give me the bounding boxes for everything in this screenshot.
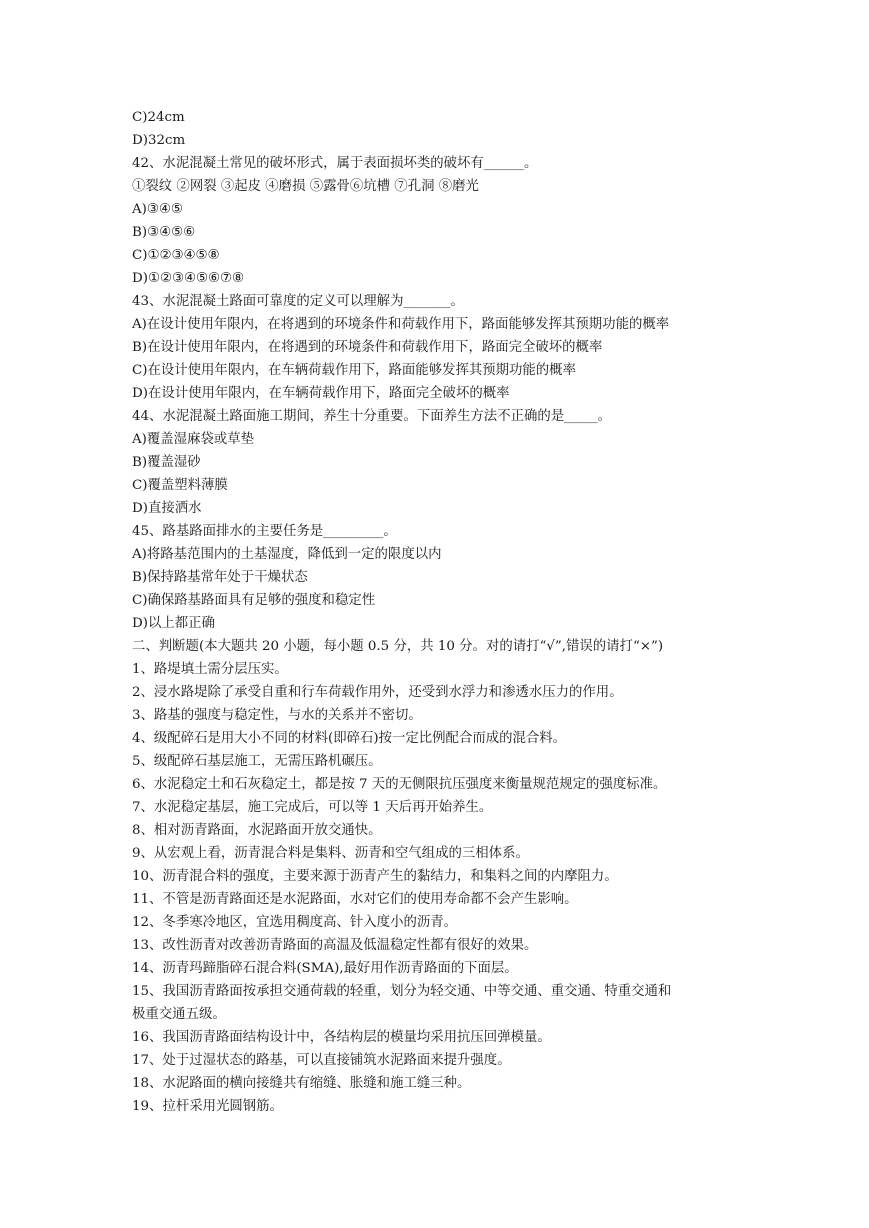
question-45-option-c: C)确保路基路面具有足够的强度和稳定性 [132,593,376,608]
tf-item-18: 18、水泥路面的横向接缝共有缩缝、胀缝和施工缝三种。 [132,1076,471,1091]
question-44-option-d: D)直接洒水 [132,501,202,516]
tf-item-4: 4、级配碎石是用大小不同的材料(即碎石)按一定比例配合而成的混合料。 [132,731,567,746]
tf-item-10: 10、沥青混合料的强度，主要来源于沥青产生的黏结力，和集料之间的内摩阻力。 [132,869,618,884]
question-42-items: ①裂纹 ②网裂 ③起皮 ④磨损 ⑤露骨⑥坑槽 ⑦孔洞 ⑧磨光 [132,179,479,194]
section-heading-true-false: 二、判断题(本大题共 20 小题，每小题 0.5 分，共 10 分。对的请打“√”,错误的请打“×”) [132,639,664,654]
question-42-option-d: D)①②③④⑤⑥⑦⑧ [132,271,244,286]
tf-item-11: 11、不管是沥青路面还是水泥路面，水对它们的使用寿命都不会产生影响。 [132,892,578,907]
question-43-option-a: A)在设计使用年限内，在将遇到的环境条件和荷载作用下，路面能够发挥其预期功能的概率 [132,317,670,332]
tf-item-8: 8、相对沥青路面，水泥路面开放交通快。 [132,823,382,838]
tf-item-19: 19、拉杆采用光圆钢筋。 [132,1099,283,1114]
question-45-option-d: D)以上都正确 [132,616,215,631]
tf-item-16: 16、我国沥青路面结构设计中，各结构层的模量均采用抗压回弹模量。 [132,1030,551,1045]
question-44: 44、水泥混凝土路面施工期间，养生十分重要。下面养生方法不正确的是_____。 [132,409,612,424]
tf-item-7: 7、水泥稳定基层，施工完成后，可以等 1 天后再开始养生。 [132,800,493,815]
question-43: 43、水泥混凝土路面可靠度的定义可以理解为_______。 [132,294,464,309]
question-45-option-a: A)将路基范围内的土基湿度，降低到一定的限度以内 [132,547,442,562]
tf-item-15: 15、我国沥青路面按承担交通荷载的轻重，划分为轻交通、中等交通、重交通、特重交通和 [132,984,672,999]
question-45-option-b: B)保持路基常年处于干燥状态 [132,570,308,585]
tf-item-9: 9、从宏观上看，沥青混合料是集料、沥青和空气组成的三相体系。 [132,846,529,861]
question-43-option-d: D)在设计使用年限内，在车辆荷载作用下，路面完全破坏的概率 [132,386,510,401]
option-c-prev: C)24cm [132,110,185,125]
question-45: 45、路基路面排水的主要任务是_________。 [132,524,397,539]
question-44-option-b: B)覆盖湿砂 [132,455,201,470]
tf-item-17: 17、处于过湿状态的路基，可以直接铺筑水泥路面来提升强度。 [132,1053,511,1068]
question-43-option-c: C)在设计使用年限内，在车辆荷载作用下，路面能够发挥其预期功能的概率 [132,363,576,378]
option-d-prev: D)32cm [132,133,186,148]
tf-item-14: 14、沥青玛蹄脂碎石混合料(SMA),最好用作沥青路面的下面层。 [132,961,518,976]
document-page [132,106,742,1118]
tf-item-13: 13、改性沥青对改善沥青路面的高温及低温稳定性都有很好的效果。 [132,938,538,953]
question-44-option-a: A)覆盖湿麻袋或草垫 [132,432,255,447]
tf-item-15-continued: 极重交通五级。 [132,1007,226,1022]
question-44-option-c: C)覆盖塑料薄膜 [132,478,228,493]
question-42: 42、水泥混凝土常见的破坏形式，属于表面损坏类的破坏有______。 [132,156,538,171]
question-42-option-c: C)①②③④⑤⑧ [132,248,220,263]
question-42-option-b: B)③④⑤⑥ [132,225,196,240]
tf-item-1: 1、路堤填土需分层压实。 [132,662,288,677]
tf-item-6: 6、水泥稳定土和石灰稳定土，都是按 7 天的无侧限抗压强度来衡量规范规定的强度标准。 [132,777,667,792]
tf-item-2: 2、浸水路堤除了承受自重和行车荷载作用外，还受到水浮力和渗透水压力的作用。 [132,685,623,700]
tf-item-5: 5、级配碎石基层施工，无需压路机碾压。 [132,754,382,769]
tf-item-3: 3、路基的强度与稳定性，与水的关系并不密切。 [132,708,422,723]
tf-item-12: 12、冬季寒冷地区，宜选用稠度高、针入度小的沥青。 [132,915,458,930]
question-43-option-b: B)在设计使用年限内，在将遇到的环境条件和荷载作用下，路面完全破坏的概率 [132,340,603,355]
question-42-option-a: A)③④⑤ [132,202,183,217]
